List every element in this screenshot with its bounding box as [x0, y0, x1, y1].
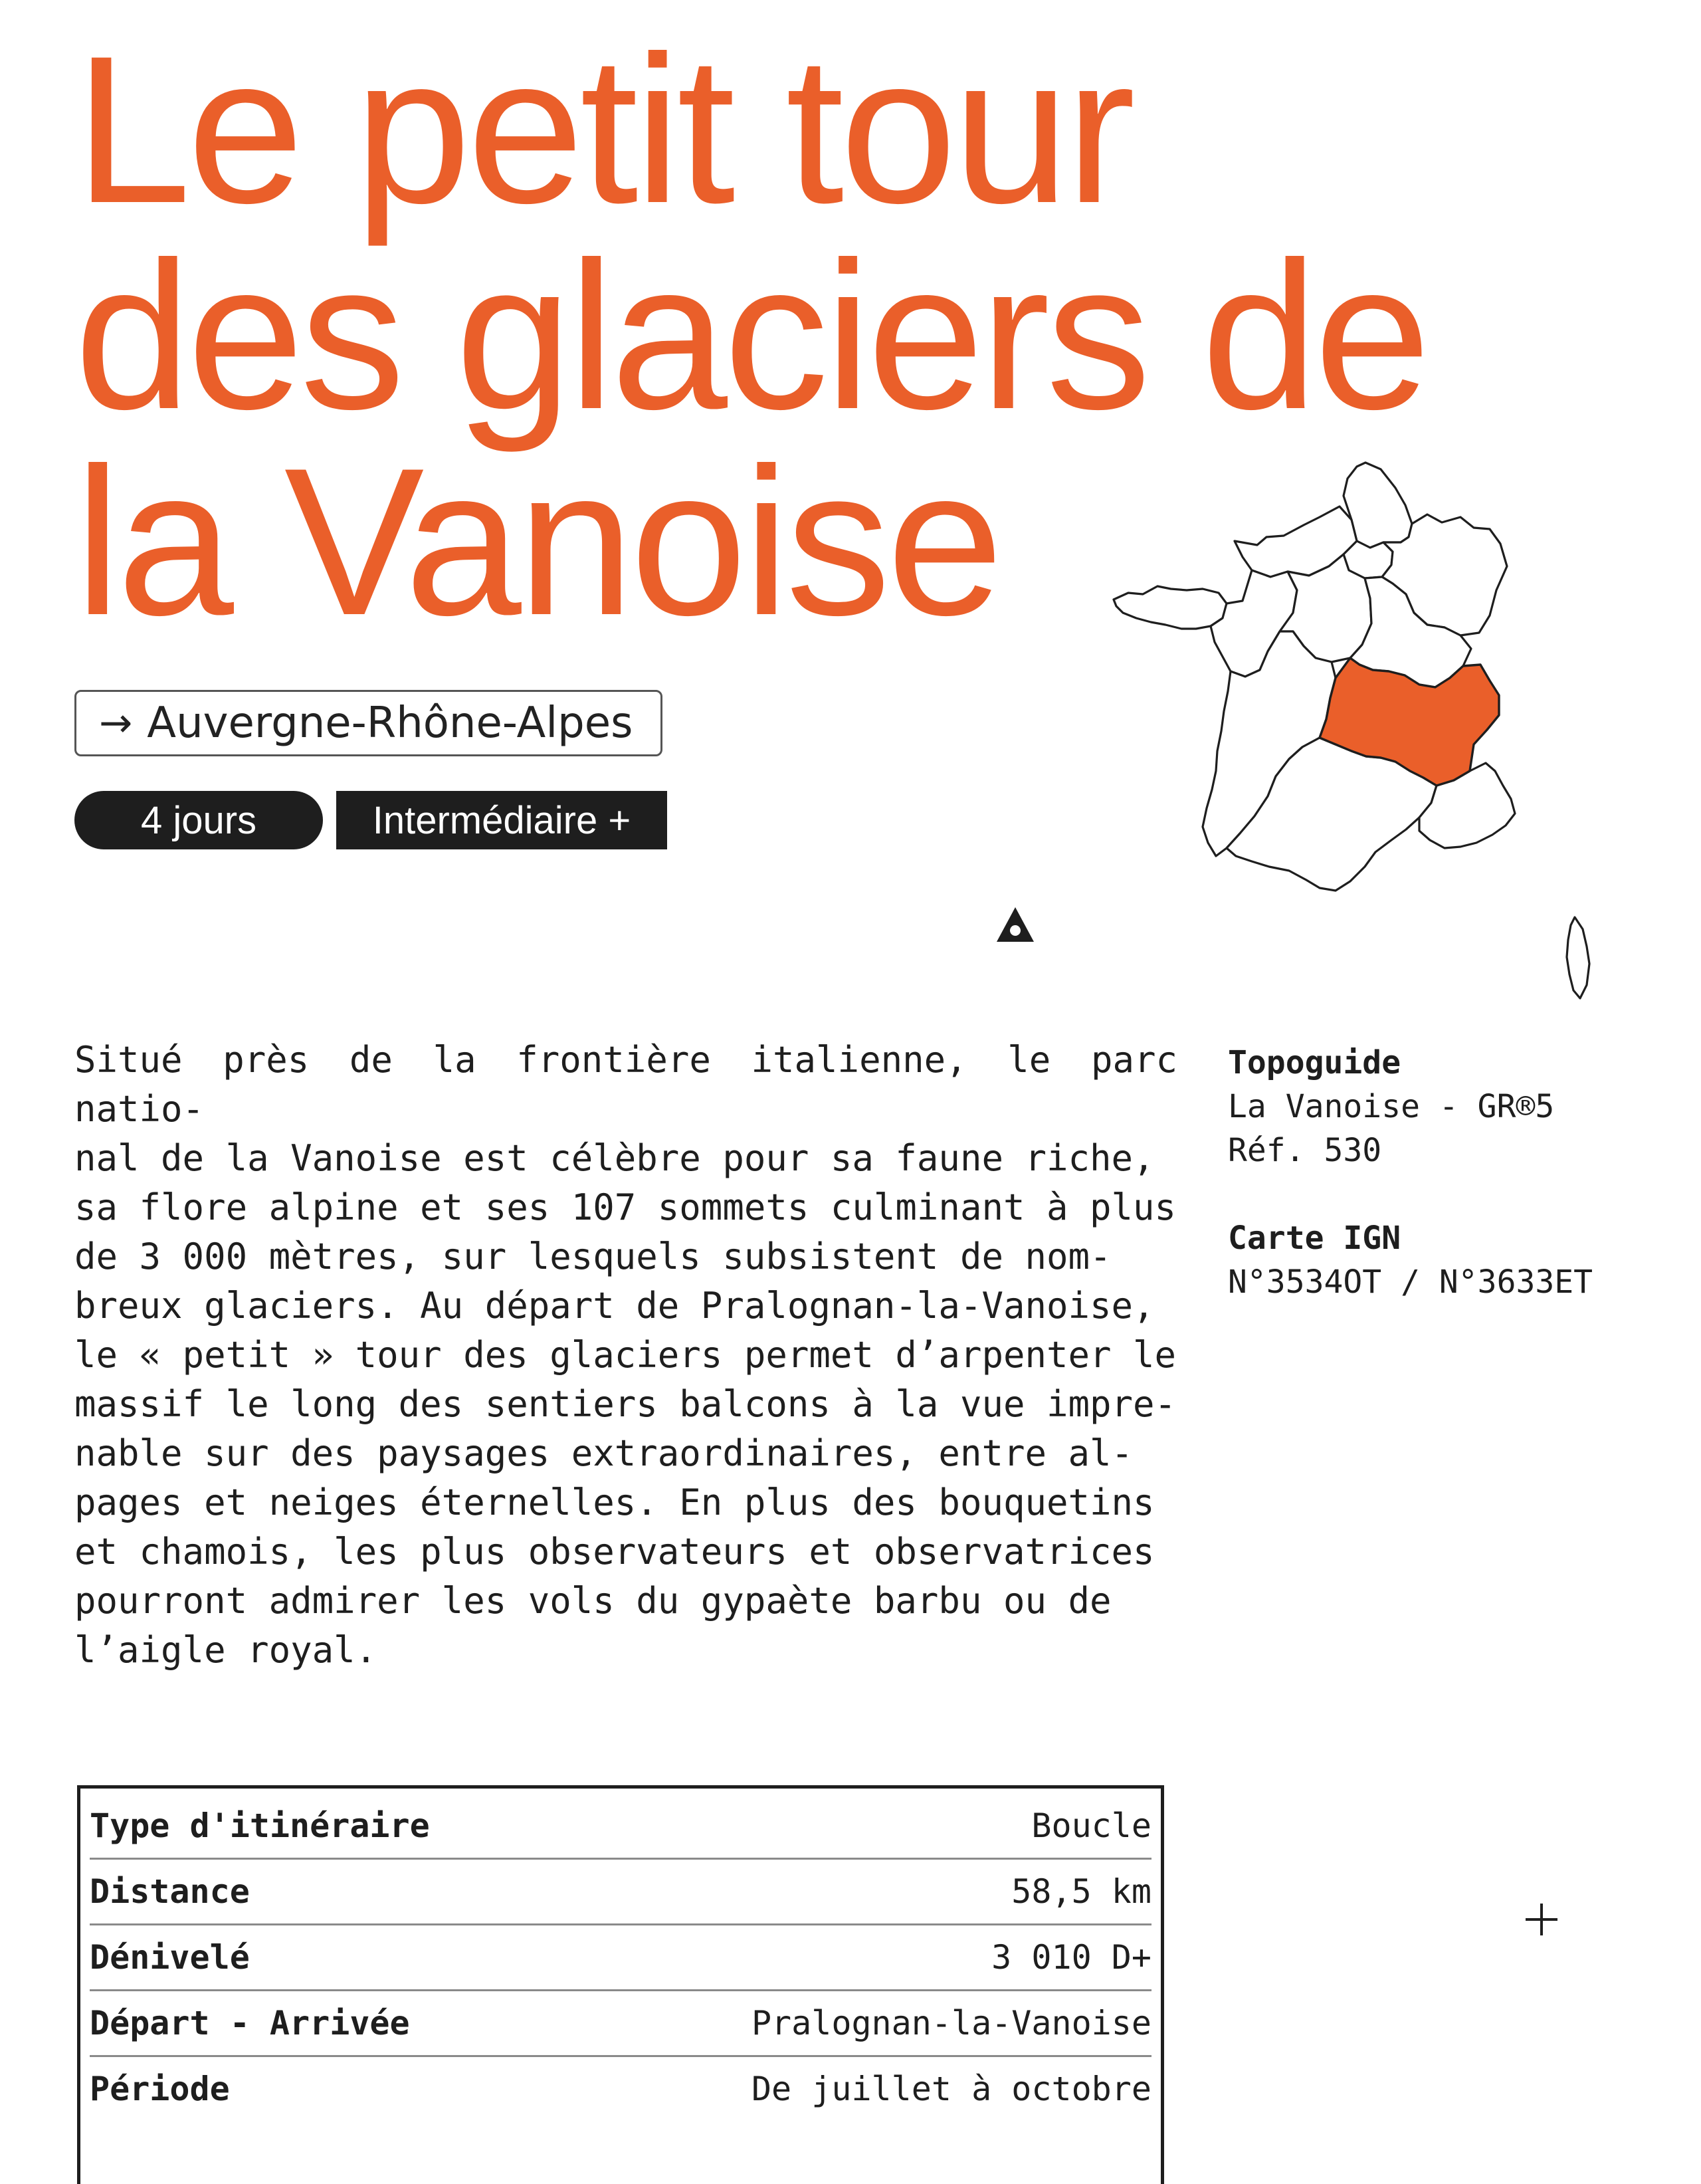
duration-badge: 4 jours [74, 791, 323, 849]
fact-key: Distance [90, 1872, 250, 1911]
table-row [90, 1924, 1151, 1990]
title-line-1: Le petit tour [74, 12, 1132, 247]
fact-value: De juillet à octobre [751, 2069, 1151, 2108]
topoguide-reference: Réf. 530 [1228, 1132, 1382, 1169]
region-label: Auvergne-Rhône-Alpes [147, 699, 633, 748]
table-row [90, 1858, 1151, 1924]
fact-value: 58,5 km [1011, 1872, 1151, 1911]
title-line-2: des glaciers de [74, 218, 1427, 453]
table-row [90, 1990, 1151, 2056]
ign-map-numbers: N°3534OT / N°3633ET [1228, 1263, 1593, 1301]
table-row [90, 2056, 1151, 2122]
topoguide-name: La Vanoise - GR®5 [1228, 1088, 1555, 1125]
table-row [90, 1793, 1151, 1858]
region-link[interactable] [74, 690, 662, 756]
difficulty-badge: Intermédiaire + [336, 791, 667, 849]
title-line-3: la Vanoise [74, 424, 1000, 659]
fact-key: Période [90, 2069, 230, 2108]
ign-map-info [1228, 1216, 1593, 1304]
fact-key: Dénivelé [90, 1937, 250, 1977]
fact-value: 3 010 D+ [991, 1937, 1151, 1977]
expand-plus-icon[interactable] [1523, 1901, 1560, 1938]
fact-value: Pralognan-la-Vanoise [751, 2003, 1151, 2042]
fact-value: Boucle [1031, 1806, 1151, 1845]
topoguide-info [1228, 1041, 1554, 1172]
map-region-corse [1567, 917, 1589, 998]
itinerary-description: Situé près de la frontière italienne, le parc natio- nal de la Vanoise est célèbre pour sa faune riche, sa flore alpine et ses 107 sommets culminant à plus de 3 000 mètres, sur lesquels subsistent de nom- breux glaciers. Au départ de Pralognan-la-Vanoise, le « petit » tour des glaciers permet d’arpenter le massif le long des sentiers balcons à la vue impre- nable sur des paysages extraordinaires, entre al- pages et neiges éternelles. En plus des bouquetins et chamois, les plus observateurs et observatrices pourront admirer les vols du gypaète barbu ou de l’aigle royal. [74, 1039, 1177, 1671]
topoguide-label: Topoguide [1228, 1044, 1401, 1081]
fact-key: Départ - Arrivée [90, 2003, 410, 2042]
ign-map-label: Carte IGN [1228, 1220, 1401, 1257]
itinerary-facts-table [77, 1785, 1164, 2184]
map-region-bretagne [1114, 586, 1227, 629]
fact-key: Type d'itinéraire [90, 1806, 430, 1845]
arrow-right-icon: → [99, 700, 133, 746]
summit-marker-icon [995, 905, 1036, 944]
france-regions-map [1110, 459, 1628, 1030]
